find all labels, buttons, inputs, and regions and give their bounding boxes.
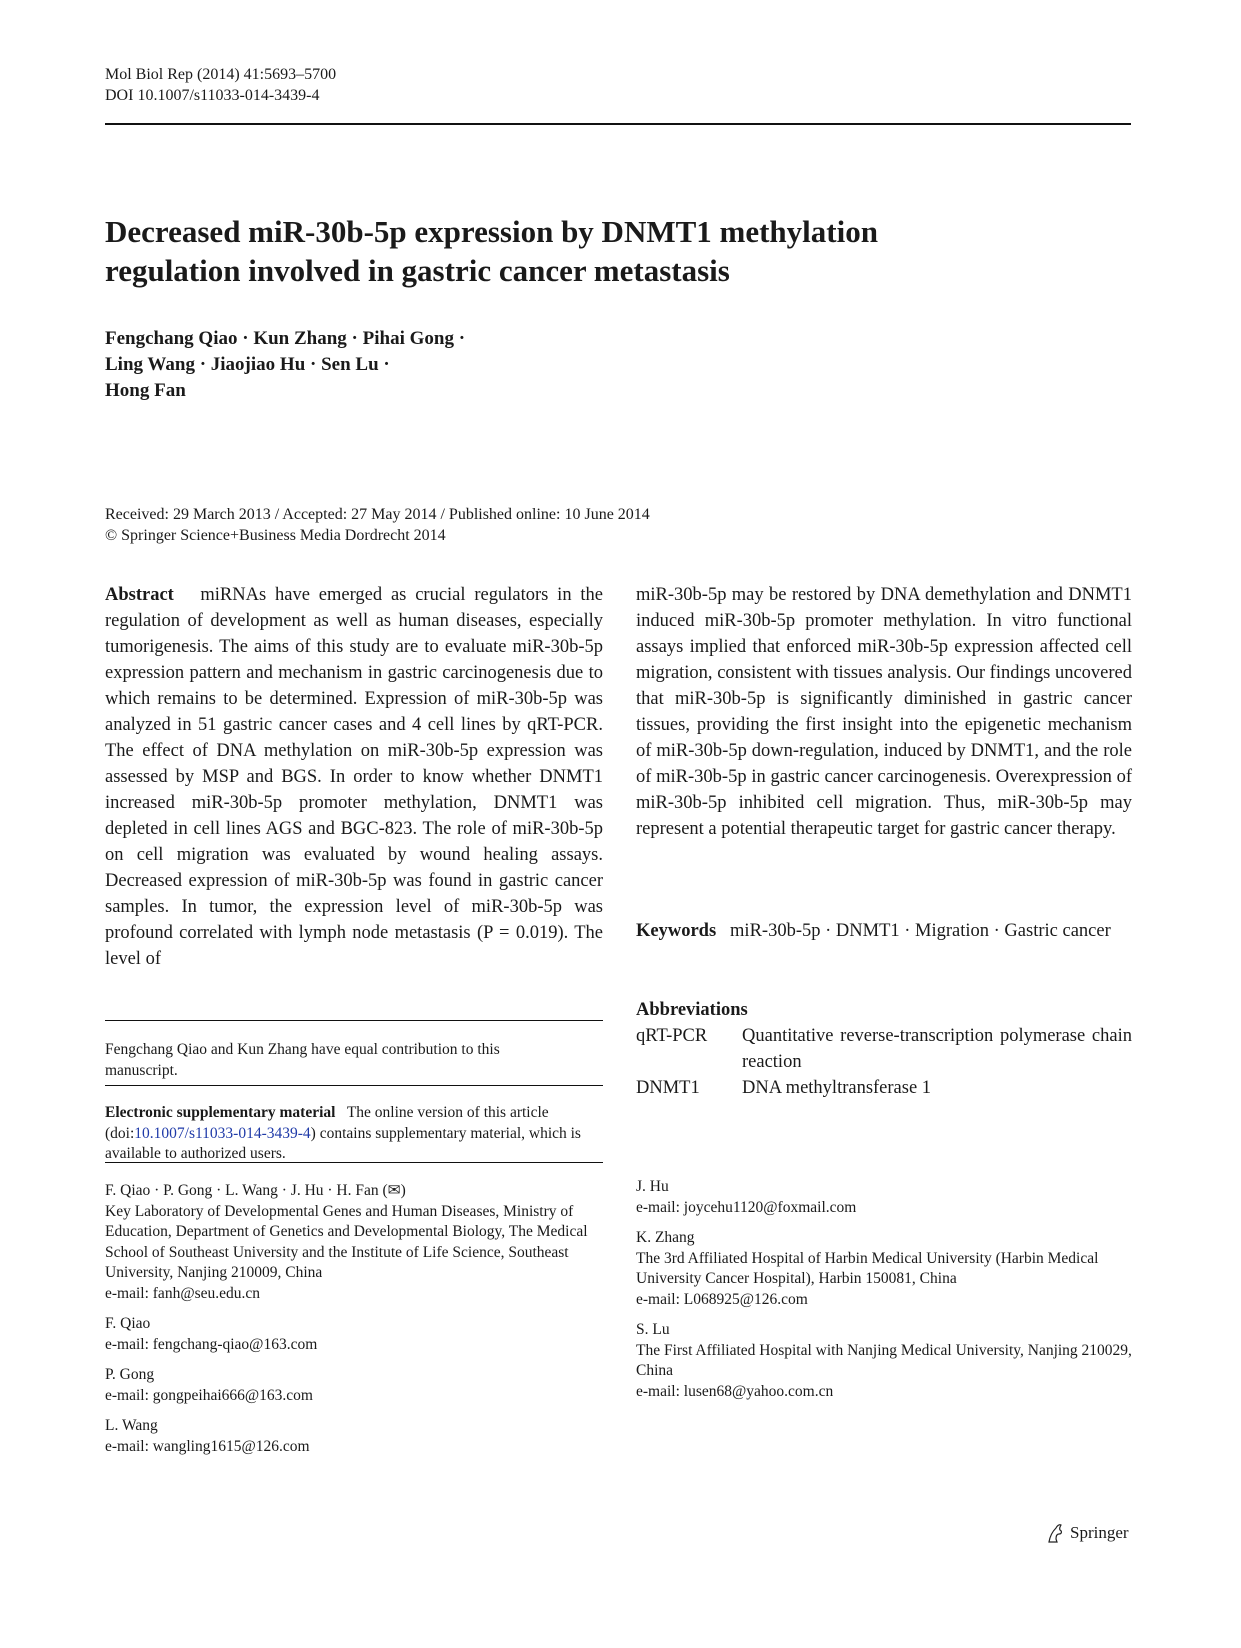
esm-heading: Electronic supplementary material bbox=[105, 1104, 336, 1121]
authors-line-2: Ling Wang · Jiaojiao Hu · Sen Lu · bbox=[105, 354, 390, 375]
contact-email: e-mail: joycehu1120@foxmail.com bbox=[636, 1198, 857, 1216]
springer-horse-icon bbox=[1044, 1522, 1066, 1544]
contact-zhang bbox=[636, 1228, 1132, 1310]
contact-wang bbox=[105, 1416, 603, 1457]
copyright-line: © Springer Science+Business Media Dordrecht 2014 bbox=[105, 527, 446, 544]
contact-email: e-mail: gongpeihai666@163.com bbox=[105, 1386, 313, 1404]
abbreviation-row bbox=[636, 1023, 1132, 1075]
contact-name: S. Lu bbox=[636, 1321, 670, 1338]
journal-citation: Mol Biol Rep (2014) 41:5693–5700 bbox=[105, 66, 337, 83]
abbreviations-heading: Abbreviations bbox=[636, 1000, 748, 1020]
abstract-left-column bbox=[105, 582, 603, 972]
affiliation-email: e-mail: fanh@seu.edu.cn bbox=[105, 1284, 261, 1302]
date-history: Received: 29 March 2013 / Accepted: 27 May 2014 / Published online: 10 June 2014 bbox=[105, 506, 650, 523]
contact-address: The First Affiliated Hospital with Nanjing Medical University, Nanjing 210029, China bbox=[636, 1341, 1132, 1379]
abbreviations-block bbox=[636, 997, 1132, 1101]
contact-email: e-mail: wangling1615@126.com bbox=[105, 1437, 310, 1455]
publication-dates bbox=[105, 504, 650, 546]
keywords-heading: Keywords bbox=[636, 921, 717, 941]
abbreviations-table bbox=[636, 1023, 1132, 1101]
esm-text-before: The online version of this article (doi: bbox=[105, 1104, 549, 1142]
contact-name: F. Qiao bbox=[105, 1315, 151, 1332]
keywords-text: miR-30b-5p · DNMT1 · Migration · Gastric cancer bbox=[730, 921, 1111, 941]
contact-address: The 3rd Affiliated Hospital of Harbin Medical University (Harbin Medical University Cancer Hospital), Harbin 150081, China bbox=[636, 1249, 1099, 1287]
esm-doi-link[interactable]: 10.1007/s11033-014-3439-4 bbox=[134, 1124, 311, 1142]
abbreviation-row bbox=[636, 1075, 1132, 1101]
affiliation-names: F. Qiao · P. Gong · L. Wang · J. Hu · H. Fan (✉) bbox=[105, 1182, 406, 1199]
abstract-text-right: miR-30b-5p may be restored by DNA demethylation and DNMT1 induced miR-30b-5p promoter methylation. In vitro functional assays implied that enforced miR-30b-5p expression affected cell migration, consistent with tissues analysis. Our findings uncovered that miR-30b-5p is significantly diminished in gastric cancer tissues, providing the first insight into the epigenetic mechanism of miR-30b-5p down-regulation, induced by DNMT1, and the role of miR-30b-5p in gastric cancer carcinogenesis. Overexpression of miR-30b-5p inhibited cell migration. Thus, miR-30b-5p may represent a potential therapeutic target for gastric cancer therapy. bbox=[636, 585, 1132, 839]
abstract-right-column bbox=[636, 582, 1132, 842]
equal-contribution-note: Fengchang Qiao and Kun Zhang have equal contribution to this manuscript. bbox=[105, 1041, 500, 1079]
contact-email: e-mail: fengchang-qiao@163.com bbox=[105, 1335, 318, 1353]
affiliation-divider bbox=[105, 1162, 603, 1163]
header-divider bbox=[105, 123, 1131, 125]
abstract-heading: Abstract bbox=[105, 585, 174, 605]
affiliation-address: Key Laboratory of Developmental Genes and Human Diseases, Ministry of Education, Department of Genetics and Developmental Biology, The Medical School of Southeast University and the Institute of Life Science, Southeast University, Nanjing 210009, China bbox=[105, 1202, 588, 1281]
paper-title bbox=[105, 212, 1135, 290]
keywords-block bbox=[636, 918, 1132, 944]
publisher-name: Springer bbox=[1070, 1523, 1129, 1542]
journal-header bbox=[105, 64, 336, 106]
footnote-divider bbox=[105, 1020, 603, 1021]
authors-line-3: Hong Fan bbox=[105, 380, 186, 401]
affiliations-right bbox=[636, 1177, 1132, 1412]
contact-name: L. Wang bbox=[105, 1417, 158, 1434]
abbreviation-term: DNMT1 bbox=[636, 1078, 700, 1098]
authors-line-1: Fengchang Qiao · Kun Zhang · Pihai Gong · bbox=[105, 328, 466, 349]
main-affiliation bbox=[105, 1181, 603, 1304]
journal-doi: DOI 10.1007/s11033-014-3439-4 bbox=[105, 87, 320, 104]
contact-hu bbox=[636, 1177, 1132, 1218]
contact-email: e-mail: lusen68@yahoo.com.cn bbox=[636, 1382, 834, 1400]
publisher-logo bbox=[1044, 1522, 1129, 1544]
contact-email: e-mail: L068925@126.com bbox=[636, 1290, 808, 1308]
author-list bbox=[105, 326, 465, 404]
abbreviation-term: qRT-PCR bbox=[636, 1026, 708, 1046]
esm-divider bbox=[105, 1085, 603, 1086]
esm-text-after: ) contains supplementary material, which is available to authorized users. bbox=[105, 1124, 581, 1162]
title-line-1: Decreased miR-30b-5p expression by DNMT1 methylation bbox=[105, 214, 878, 249]
contact-name: K. Zhang bbox=[636, 1229, 695, 1246]
contact-qiao bbox=[105, 1314, 603, 1355]
contact-name: P. Gong bbox=[105, 1366, 155, 1383]
contact-gong bbox=[105, 1365, 603, 1406]
contact-name: J. Hu bbox=[636, 1178, 669, 1195]
affiliations-left bbox=[105, 1181, 603, 1467]
title-line-2: regulation involved in gastric cancer metastasis bbox=[105, 253, 730, 288]
esm-note bbox=[105, 1103, 603, 1165]
abbreviation-definition: DNA methyltransferase 1 bbox=[742, 1078, 932, 1098]
contact-lu bbox=[636, 1320, 1132, 1402]
abbreviation-definition: Quantitative reverse-transcription polymerase chain reaction bbox=[742, 1026, 1132, 1072]
abstract-text-left: miRNAs have emerged as crucial regulators in the regulation of development as well as human diseases, especially tumorigenesis. The aims of this study are to evaluate miR-30b-5p expression pattern and mechanism in gastric carcinogenesis due to which remains to be determined. Expression of miR-30b-5p was analyzed in 51 gastric cancer cases and 4 cell lines by qRT-PCR. The effect of DNA methylation on miR-30b-5p expression was assessed by MSP and BGS. In order to know whether DNMT1 increased miR-30b-5p promoter methylation, DNMT1 was depleted in cell lines AGS and BGC-823. The role of miR-30b-5p on cell migration was evaluated by wound healing assays. Decreased expression of miR-30b-5p was found in gastric cancer samples. In tumor, the expression level of miR-30b-5p was profound correlated with lymph node metastasis (P = 0.019). The level of bbox=[105, 585, 604, 969]
